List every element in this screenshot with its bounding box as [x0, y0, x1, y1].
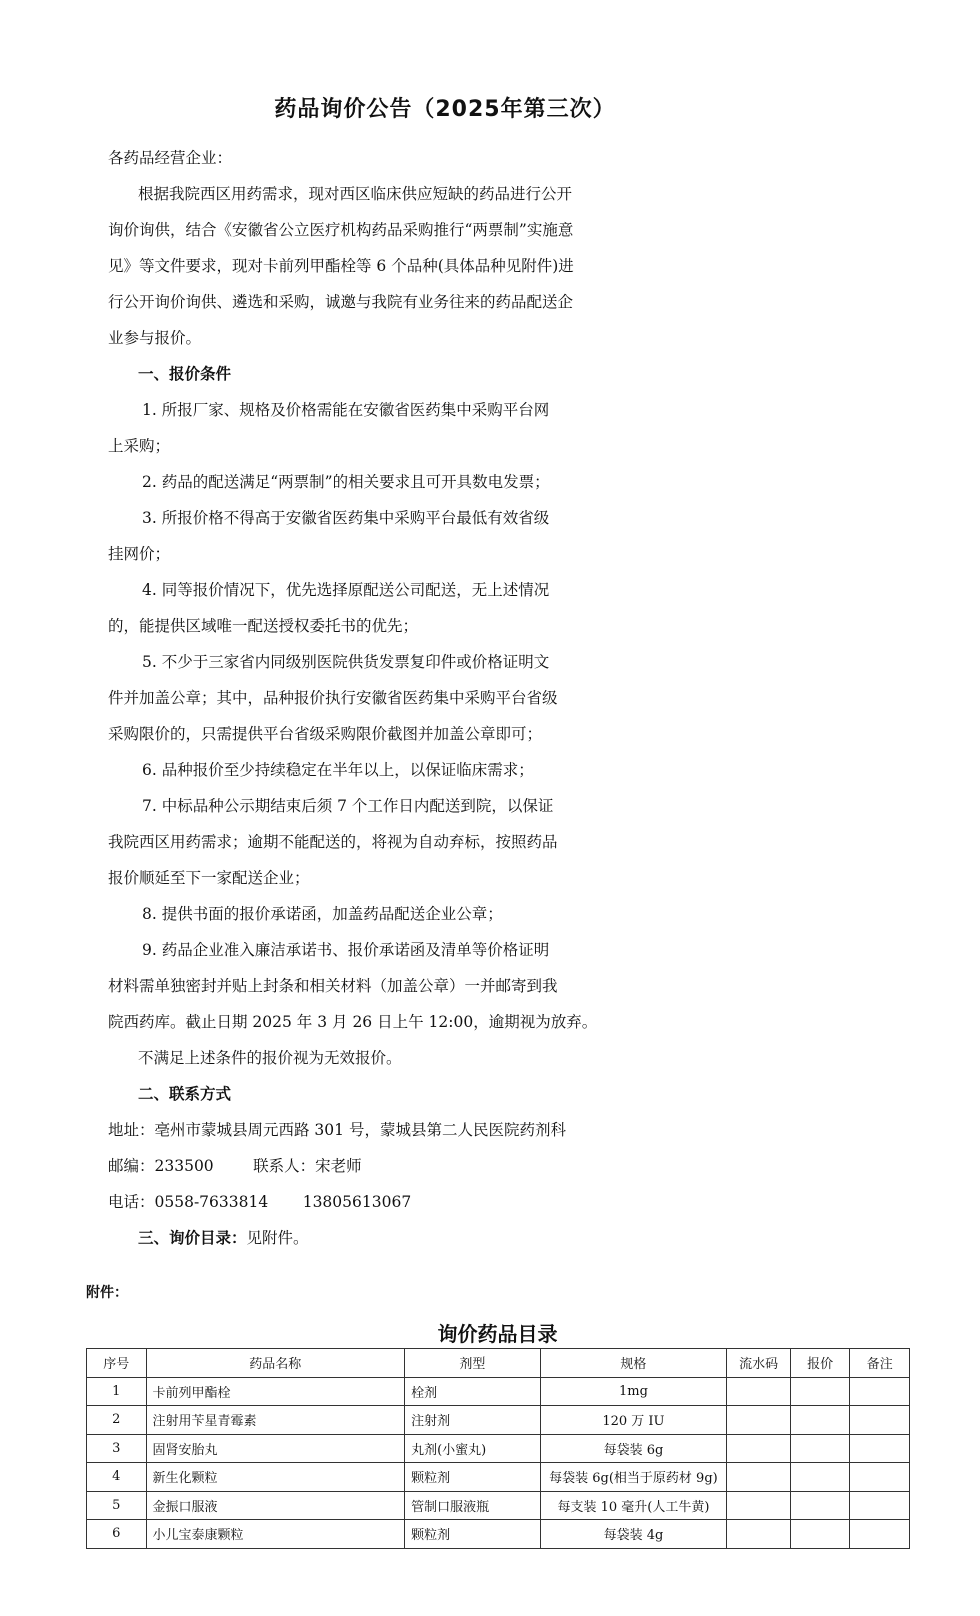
- cell-price: [790, 1406, 850, 1435]
- condition-line: 7. 中标品种公示期结束后须 7 个工作日内配送到院，以保证: [142, 797, 554, 815]
- cell-dosage-form: 颗粒剂: [405, 1463, 540, 1492]
- invalid-note: 不满足上述条件的报价视为无效报价。: [138, 1049, 402, 1067]
- condition-line: 我院西区用药需求；逾期不能配送的，将视为自动弃标，按照药品: [108, 833, 558, 851]
- cell-dosage-form: 管制口服液瓶: [405, 1491, 540, 1520]
- condition-line: 5. 不少于三家省内同级别医院供货发票复印件或价格证明文: [142, 653, 550, 671]
- intro-line: 根据我院西区用药需求，现对西区临床供应短缺的药品进行公开: [138, 185, 573, 203]
- condition-line: 3. 所报价格不得高于安徽省医药集中采购平台最低有效省级: [142, 509, 550, 527]
- cell-remark: [850, 1491, 910, 1520]
- contact-phone: 电话：0558-7633814 13805613067: [108, 1193, 412, 1211]
- condition-line: 2. 药品的配送满足“两票制”的相关要求且可开具数电发票；: [142, 473, 550, 491]
- table-row: [87, 1377, 910, 1406]
- contact-postcode: 邮编：233500 联系人：宋老师: [108, 1157, 362, 1175]
- header-cell: 流水码: [727, 1349, 791, 1378]
- intro-line: 询价询供，结合《安徽省公立医疗机构药品采购推行“两票制”实施意: [108, 221, 574, 239]
- condition-line: 的，能提供区域唯一配送授权委托书的优先；: [108, 617, 419, 635]
- intro-line: 行公开询价询供、遴选和采购，诚邀与我院有业务往来的药品配送企: [108, 293, 574, 311]
- cell-drug-name: 新生化颗粒: [146, 1463, 405, 1492]
- cell-remark: [850, 1434, 910, 1463]
- section-heading-conditions: 一、报价条件: [138, 365, 232, 383]
- cell-index: 3: [87, 1434, 147, 1463]
- section-catalog: [108, 1220, 608, 1256]
- header-cell: 备注: [850, 1349, 910, 1378]
- cell-index: 6: [87, 1520, 147, 1549]
- table-row: [87, 1520, 910, 1549]
- cell-drug-name: 金振口服液: [146, 1491, 405, 1520]
- cell-index: 2: [87, 1406, 147, 1435]
- intro-line: 业参与报价。: [108, 329, 202, 347]
- cell-serial-code: [727, 1406, 791, 1435]
- table-row: [87, 1463, 910, 1492]
- condition-line: 4. 同等报价情况下，优先选择原配送公司配送，无上述情况: [142, 581, 550, 599]
- cell-serial-code: [727, 1463, 791, 1492]
- cell-serial-code: [727, 1520, 791, 1549]
- cell-serial-code: [727, 1434, 791, 1463]
- condition-line: 上采购；: [108, 437, 171, 455]
- condition-line: 采购限价的，只需提供平台省级采购限价截图并加盖公章即可；: [108, 725, 543, 743]
- table-row: [87, 1406, 910, 1435]
- cell-spec: 每支装 10 毫升(人工牛黄): [540, 1491, 727, 1520]
- cell-spec: 每袋装 4g: [540, 1520, 727, 1549]
- cell-index: 5: [87, 1491, 147, 1520]
- header-cell: 剂型: [405, 1349, 540, 1378]
- cell-remark: [850, 1520, 910, 1549]
- intro-line: 见》等文件要求，现对卡前列甲酯栓等 6 个品种(具体品种见附件)进: [108, 257, 574, 275]
- contact-address: 地址：亳州市蒙城县周元西路 301 号，蒙城县第二人民医院药剂科: [108, 1121, 566, 1139]
- cell-price: [790, 1434, 850, 1463]
- table-header-row: [87, 1349, 910, 1378]
- cell-drug-name: 小儿宝泰康颗粒: [146, 1520, 405, 1549]
- cell-dosage-form: 栓剂: [405, 1377, 540, 1406]
- cell-price: [790, 1463, 850, 1492]
- page-title: 药品询价公告（2025年第三次）: [274, 97, 616, 122]
- cell-price: [790, 1491, 850, 1520]
- cell-drug-name: 固肾安胎丸: [146, 1434, 405, 1463]
- section-catalog-text: 见附件。: [246, 1229, 309, 1247]
- salutation: 各药品经营企业：: [108, 149, 233, 167]
- section-heading-contact: 二、联系方式: [138, 1085, 232, 1103]
- table-title: 询价药品目录: [437, 1322, 558, 1346]
- cell-index: 4: [87, 1463, 147, 1492]
- cell-dosage-form: 丸剂(小蜜丸): [405, 1434, 540, 1463]
- table-row: [87, 1434, 910, 1463]
- attachment-label: 附件：: [86, 1285, 128, 1301]
- condition-line: 挂网价；: [108, 545, 171, 563]
- cell-index: 1: [87, 1377, 147, 1406]
- cell-serial-code: [727, 1491, 791, 1520]
- header-cell: 规格: [540, 1349, 727, 1378]
- condition-line: 院西药库。截止日期 2025 年 3 月 26 日上午 12:00，逾期视为放弃。: [108, 1013, 598, 1031]
- cell-price: [790, 1520, 850, 1549]
- cell-drug-name: 注射用苄星青霉素: [146, 1406, 405, 1435]
- header-cell: 药品名称: [146, 1349, 405, 1378]
- condition-line: 1. 所报厂家、规格及价格需能在安徽省医药集中采购平台网: [142, 401, 550, 419]
- condition-line: 8. 提供书面的报价承诺函，加盖药品配送企业公章；: [142, 905, 503, 923]
- cell-serial-code: [727, 1377, 791, 1406]
- condition-line: 6. 品种报价至少持续稳定在半年以上，以保证临床需求；: [142, 761, 534, 779]
- condition-line: 材料需单独密封并贴上封条和相关材料（加盖公章）一并邮寄到我: [108, 977, 558, 995]
- cell-drug-name: 卡前列甲酯栓: [146, 1377, 405, 1406]
- cell-remark: [850, 1463, 910, 1492]
- header-cell: 序号: [87, 1349, 147, 1378]
- condition-line: 报价顺延至下一家配送企业；: [108, 869, 310, 887]
- cell-price: [790, 1377, 850, 1406]
- condition-line: 件并加盖公章；其中，品种报价执行安徽省医药集中采购平台省级: [108, 689, 558, 707]
- header-cell: 报价: [790, 1349, 850, 1378]
- condition-line: 9. 药品企业准入廉洁承诺书、报价承诺函及清单等价格证明: [142, 941, 550, 959]
- drug-catalog-table: [86, 1348, 910, 1549]
- cell-dosage-form: 注射剂: [405, 1406, 540, 1435]
- cell-remark: [850, 1377, 910, 1406]
- cell-remark: [850, 1406, 910, 1435]
- cell-spec: 1mg: [540, 1377, 727, 1406]
- cell-spec: 120 万 IU: [540, 1406, 727, 1435]
- cell-spec: 每袋装 6g(相当于原药材 9g): [540, 1463, 727, 1492]
- table-row: [87, 1491, 910, 1520]
- notice-body: [108, 140, 608, 1256]
- cell-dosage-form: 颗粒剂: [405, 1520, 540, 1549]
- cell-spec: 每袋装 6g: [540, 1434, 727, 1463]
- section-heading-catalog: 三、询价目录：: [138, 1229, 247, 1247]
